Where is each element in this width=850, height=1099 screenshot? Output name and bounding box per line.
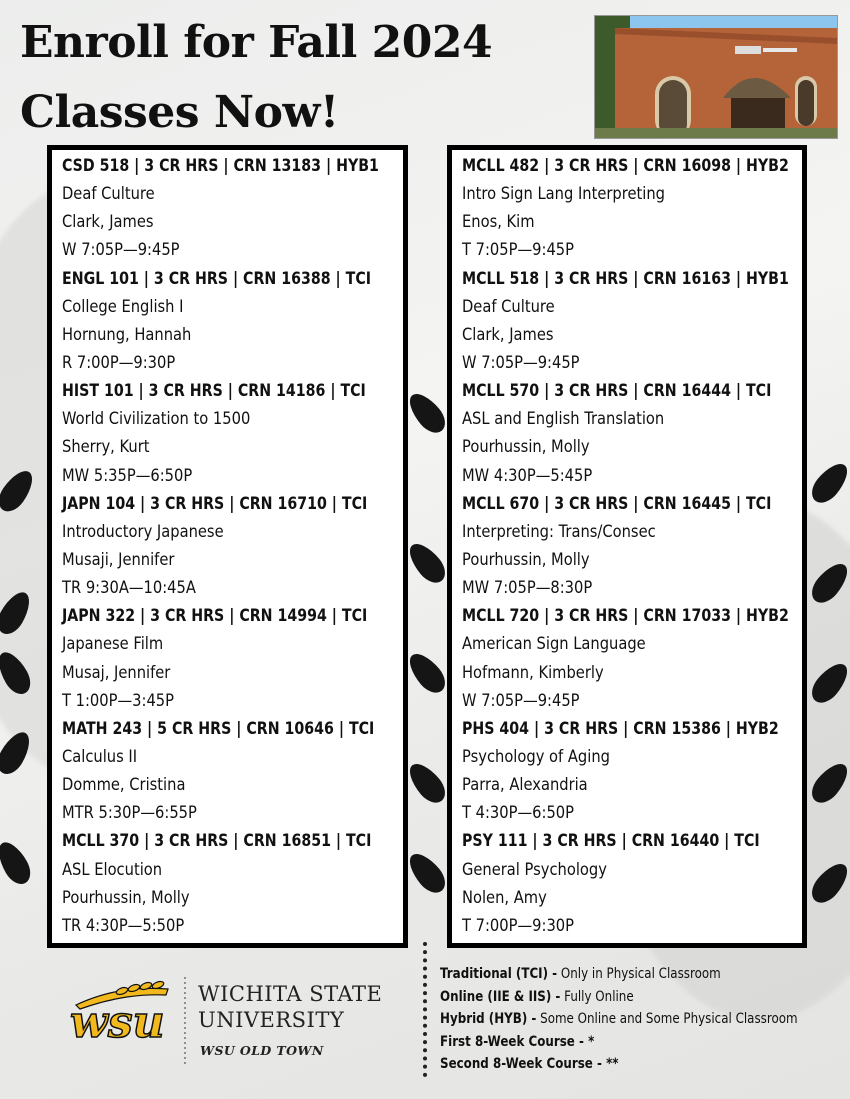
course-entry [62,602,403,715]
course-schedule: MW 4:30P—5:45P [462,465,593,485]
course-instructor: Hofmann, Kimberly [462,662,604,682]
legend-term: Second 8-Week Course - ** [440,1056,619,1073]
course-instructor: Musaji, Jennifer [62,549,175,569]
leaf-icon [403,538,451,589]
course-title: American Sign Language [462,634,646,654]
legend-term: Online (IIE & IIS) - [440,988,561,1005]
legend-item [440,1008,798,1031]
legend-term: First 8-Week Course - * [440,1033,595,1050]
course-instructor: Pourhussin, Molly [462,549,590,569]
course-instructor: Nolen, Amy [462,887,547,907]
course-entry [62,827,403,940]
legend-item [440,963,768,986]
course-schedule: TR 9:30A—10:45A [62,578,196,598]
campus-name: WSU OLD TOWN [200,1043,324,1058]
legend-item [440,1031,768,1054]
course-schedule: T 7:00P—9:30P [462,915,575,935]
university-name-line2: UNIVERSITY [198,1008,345,1032]
leaf-icon [403,648,451,699]
course-header: ENGL 101 | 3 CR HRS | CRN 16388 | TCI [62,268,372,288]
building-image [595,16,837,138]
course-title: ASL and English Translation [462,409,665,429]
course-schedule: MW 5:35P—6:50P [62,465,193,485]
leaf-icon [403,388,451,439]
course-instructor: Enos, Kim [462,212,535,232]
course-entry [462,377,802,490]
course-header: PHS 404 | 3 CR HRS | CRN 15386 | HYB2 [462,718,779,738]
logo-mark-text: wsu [70,997,165,1048]
course-entry [62,377,403,490]
course-entry [462,602,802,715]
course-header: MCLL 518 | 3 CR HRS | CRN 16163 | HYB1 [462,268,789,288]
course-header: MCLL 720 | 3 CR HRS | CRN 17033 | HYB2 [462,606,789,626]
course-title: Interpreting: Trans/Consec [462,521,656,541]
title-line-2: Classes Now! [20,87,339,138]
university-name-line1: WICHITA STATE [198,982,383,1006]
course-header: MCLL 670 | 3 CR HRS | CRN 16445 | TCI [462,493,772,513]
legend-term: Hybrid (HYB) - [440,1011,537,1028]
course-title: World Civilization to 1500 [62,409,251,429]
course-title: Introductory Japanese [62,521,224,541]
course-schedule: TR 4:30P—5:50P [62,915,185,935]
course-schedule: W 7:05P—9:45P [462,690,580,710]
course-entry [62,715,403,828]
legend-description: Some Online and Some Physical Classroom [536,1011,798,1028]
course-title: Japanese Film [62,634,164,654]
course-entry [62,152,403,265]
course-schedule: MW 7:05P—8:30P [462,578,593,598]
course-title: Deaf Culture [462,296,555,316]
course-instructor: Parra, Alexandria [462,775,588,795]
course-header: JAPN 322 | 3 CR HRS | CRN 14994 | TCI [62,606,368,626]
course-title: ASL Elocution [62,859,163,879]
course-schedule: W 7:05P—9:45P [62,240,180,260]
leaf-icon [0,837,36,889]
course-schedule: W 7:05P—9:45P [462,352,580,372]
course-header: MCLL 370 | 3 CR HRS | CRN 16851 | TCI [62,831,372,851]
course-instructor: Domme, Cristina [62,775,186,795]
course-entry [462,715,802,828]
course-schedule: MTR 5:30P—6:55P [62,803,197,823]
course-entry [462,827,802,940]
course-entry [462,265,802,378]
course-instructor: Clark, James [62,212,154,232]
legend-description: Only in Physical Classroom [557,966,721,982]
course-entry [62,490,403,603]
leaf-icon [403,848,451,899]
course-entry [462,490,802,603]
course-header: CSD 518 | 3 CR HRS | CRN 13183 | HYB1 [62,156,379,175]
wsu-logo [70,975,410,1070]
course-schedule: T 7:05P—9:45P [462,240,575,260]
page-title [20,8,580,148]
course-title: Intro Sign Lang Interpreting [462,184,665,204]
course-header: MATH 243 | 5 CR HRS | CRN 10646 | TCI [62,718,375,738]
course-instructor: Pourhussin, Molly [462,437,590,457]
course-instructor: Clark, James [462,324,554,344]
course-header: JAPN 104 | 3 CR HRS | CRN 16710 | TCI [62,493,368,513]
course-title: College English I [62,296,184,316]
course-list-right [447,145,807,948]
course-schedule: R 7:00P—9:30P [62,352,176,372]
course-header: MCLL 482 | 3 CR HRS | CRN 16098 | HYB2 [462,156,789,175]
divider [423,942,427,1077]
legend-term: Traditional (TCI) - [440,966,558,982]
leaf-icon [403,758,451,809]
delivery-legend [440,963,840,1076]
leaf-icon [806,458,850,509]
course-instructor: Pourhussin, Molly [62,887,190,907]
course-instructor: Musaj, Jennifer [62,662,171,682]
course-entry [462,152,802,265]
building-photo [594,15,838,139]
course-header: HIST 101 | 3 CR HRS | CRN 14186 | TCI [62,381,366,401]
course-schedule: T 1:00P—3:45P [62,690,175,710]
course-schedule: T 4:30P—6:50P [462,803,575,823]
course-title: General Psychology [462,859,607,879]
course-list-left [47,145,408,948]
course-header: PSY 111 | 3 CR HRS | CRN 16440 | TCI [462,831,760,851]
course-entry [62,265,403,378]
legend-description: Fully Online [560,988,634,1005]
wsu-wheat-logo-icon [70,975,410,1070]
course-header: MCLL 570 | 3 CR HRS | CRN 16444 | TCI [462,381,772,401]
legend-item [440,1053,768,1076]
course-instructor: Hornung, Hannah [62,324,192,344]
course-instructor: Sherry, Kurt [62,437,150,457]
course-title: Calculus II [62,746,138,766]
title-line-1: Enroll for Fall 2024 [20,17,493,68]
course-title: Psychology of Aging [462,746,610,766]
legend-item [440,986,768,1009]
course-title: Deaf Culture [62,184,155,204]
